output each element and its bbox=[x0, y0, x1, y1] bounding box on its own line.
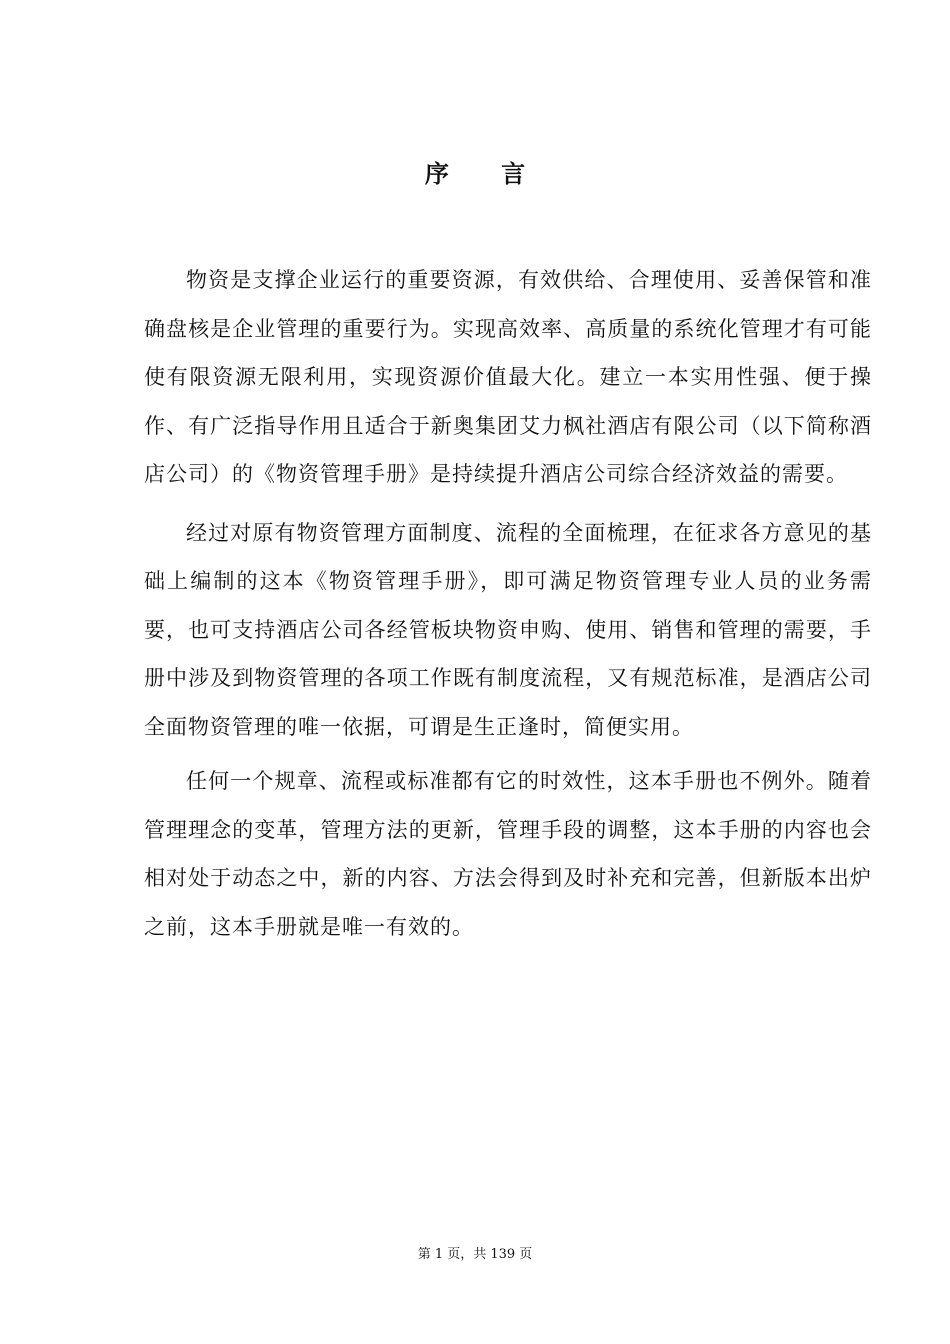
paragraph-1: 物资是支撑企业运行的重要资源，有效供给、合理使用、妥善保管和准确盘核是企业管理的重要行为。实现高效率、高质量的系统化管理才有可能使有限资源无限利用，实现资源价值最大化。建立一本实用性强、便于操作、有广泛指导作用且适合于新奥集团艾力枫社酒店有限公司（以下简称酒店公司）的《物资管理手册》是持续提升酒店公司综合经济效益的需要。 bbox=[144, 268, 872, 486]
paragraph-3: 任何一个规章、流程或标准都有它的时效性，这本手册也不例外。随着管理理念的变革，管理方法的更新，管理手段的调整，这本手册的内容也会相对处于动态之中，新的内容、方法会得到及时补充和完善，但新版本出炉之前，这本手册就是唯一有效的。 bbox=[144, 769, 872, 939]
paragraph-2: 经过对原有物资管理方面制度、流程的全面梳理，在征求各方意见的基础上编制的这本《物资管理手册》，即可满足物资管理专业人员的业务需要，也可支持酒店公司各经管板块物资申购、使用、销售和管理的需要，手册中涉及到物资管理的各项工作既有制度流程，又有规范标准，是酒店公司全面物资管理的唯一依据，可谓是生正逢时，简便实用。 bbox=[144, 520, 872, 739]
document-body bbox=[144, 256, 872, 961]
page-title: 序 言 bbox=[424, 159, 548, 188]
page-footer: 第 1 页，共 139 页 bbox=[417, 1247, 533, 1262]
